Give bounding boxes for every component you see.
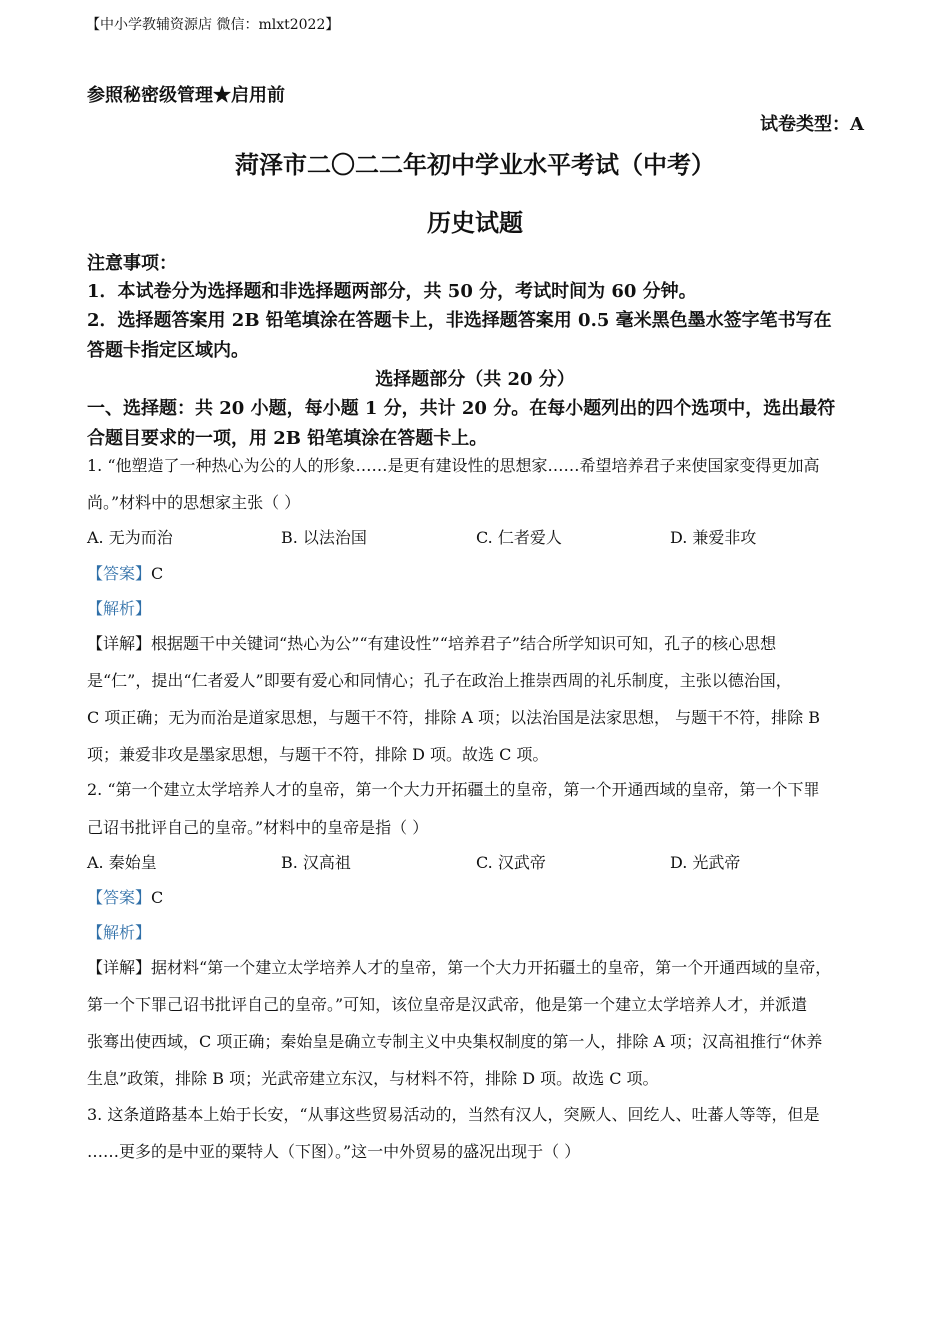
section-title: 选择题部分（共 20 分） <box>375 369 575 390</box>
instruction-line-2: 合题目要求的一项，用 2B 铅笔填涂在答题卡上。 <box>87 428 488 449</box>
question-1-detail-line-4: 项；兼爱非攻是墨家思想，与题干不符，排除 D 项。故选 C 项。 <box>87 745 549 764</box>
notice-item-2-line-2: 答题卡指定区域内。 <box>87 340 249 361</box>
question-2-detail-line-4: 生息”政策，排除 B 项；光武帝建立东汉，与材料不符，排除 D 项。故选 C 项。 <box>87 1069 659 1088</box>
question-1-option-c: C. 仁者爱人 <box>476 528 562 547</box>
notice-heading: 注意事项： <box>87 253 177 274</box>
question-2-option-c: C. 汉武帝 <box>476 853 546 872</box>
paper-type: 试卷类型：A <box>760 114 864 135</box>
secrecy-label: 参照秘密级管理★启用前 <box>87 85 285 106</box>
question-1-analysis-label: 【解析】 <box>87 599 152 618</box>
question-2-stem-line-2: 己诏书批评自己的皇帝。”材料中的皇帝是指（ ） <box>87 818 429 837</box>
question-3-stem-line-2: ……更多的是中亚的粟特人（下图）。”这一中外贸易的盛况出现于（ ） <box>87 1142 581 1161</box>
page-title: 菏泽市二〇二二年初中学业水平考试（中考） <box>235 150 715 179</box>
question-2-option-a: A. 秦始皇 <box>87 853 157 872</box>
question-1-option-a: A. 无为而治 <box>87 528 173 547</box>
answer-value: C <box>151 888 164 907</box>
question-1-option-b: B. 以法治国 <box>281 528 367 547</box>
question-1-detail-line-3: C 项正确；无为而治是道家思想，与题干不符，排除 A 项；以法治国是法家思想， 与题干不符，排除 B <box>87 708 820 727</box>
question-2-stem-line-1: 2. “第一个建立太学培养人才的皇帝，第一个大力开拓疆土的皇帝，第一个开通西域的皇帝，第一个下罪 <box>87 780 820 799</box>
detail-label: 【详解】 <box>87 958 152 977</box>
question-2-option-d: D. 光武帝 <box>670 853 741 872</box>
question-1-detail-line-2: 是“仁”，提出“仁者爱人”即要有爱心和同情心；孔子在政治上推崇西周的礼乐制度，主张以德治国， <box>87 671 792 690</box>
question-2-detail-line-1 <box>87 955 831 978</box>
question-1-detail-line-1 <box>87 631 776 654</box>
question-3-stem-line-1: 3. 这条道路基本上始于长安，“从事这些贸易活动的，当然有汉人，突厥人、回纥人、吐蕃人等等，但是 <box>87 1105 820 1124</box>
notice-item-1: 1．本试卷分为选择题和非选择题两部分，共 50 分，考试时间为 60 分钟。 <box>87 281 697 302</box>
question-2-analysis-label: 【解析】 <box>87 923 152 942</box>
question-2-option-b: B. 汉高祖 <box>281 853 351 872</box>
question-2-detail-line-2: 第一个下罪己诏书批评自己的皇帝。”可知，该位皇帝是汉武帝，他是第一个建立太学培养人才，并派遣 <box>87 995 808 1014</box>
page-subtitle: 历史试题 <box>427 208 523 237</box>
question-1-option-d: D. 兼爱非攻 <box>670 528 757 547</box>
question-1-stem-line-2: 尚。”材料中的思想家主张（ ） <box>87 493 301 512</box>
detail-label: 【详解】 <box>87 634 152 653</box>
instruction-line-1: 一、选择题：共 20 小题，每小题 1 分，共计 20 分。在每小题列出的四个选项中，选出最符 <box>87 398 836 419</box>
answer-value: C <box>151 564 164 583</box>
header-note: 【中小学教辅资源店 微信：mlxt2022】 <box>86 17 340 33</box>
question-2-detail-line-3: 张骞出使西域，C 项正确；秦始皇是确立专制主义中央集权制度的第一人，排除 A 项；汉高祖推行“休养 <box>87 1032 823 1051</box>
detail-text: 据材料“第一个建立太学培养人才的皇帝，第一个大力开拓疆土的皇帝，第一个开通西域的皇帝， <box>151 958 832 977</box>
answer-label: 【答案】 <box>87 564 152 583</box>
notice-item-2-line-1: 2．选择题答案用 2B 铅笔填涂在答题卡上，非选择题答案用 0.5 毫米黑色墨水签字笔书写在 <box>87 310 832 331</box>
answer-label: 【答案】 <box>87 888 152 907</box>
question-1-stem-line-1: 1. “他塑造了一种热心为公的人的形象……是更有建设性的思想家……希望培养君子来使国家变得更加高 <box>87 456 820 475</box>
question-2-answer <box>87 885 163 908</box>
question-1-answer <box>87 561 163 584</box>
detail-text: 根据题干中关键词“热心为公”“有建设性”“培养君子”结合所学知识可知，孔子的核心思想 <box>151 634 777 653</box>
